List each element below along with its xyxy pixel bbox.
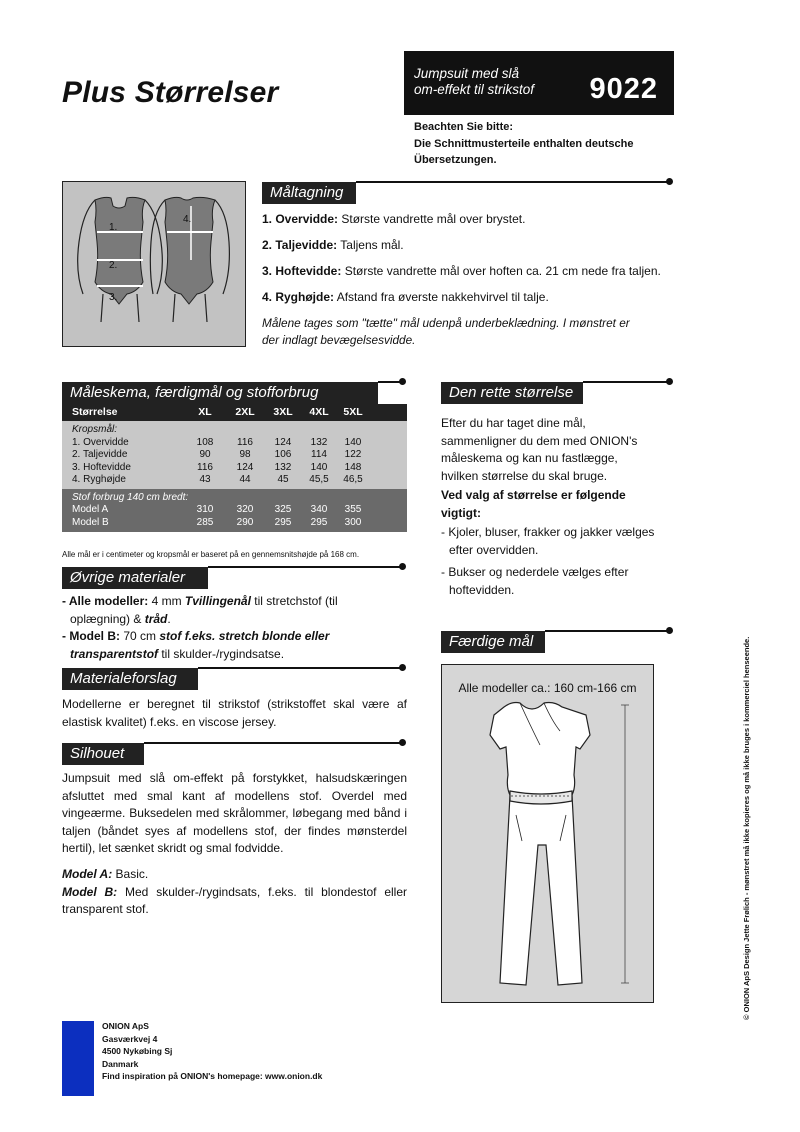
- section-rule: [198, 667, 402, 669]
- measurement-note: Målene tages som "tætte" mål udenpå underbeklædning. I mønstret er der indlagt bevægelsesvidde.: [262, 316, 630, 347]
- section-header-silhouet: Silhouet: [62, 743, 144, 765]
- section-rule: [545, 630, 669, 632]
- jumpsuit-icon: [442, 665, 652, 1001]
- figure-label-1: 1.: [109, 222, 118, 233]
- section-rule-dot: [399, 739, 406, 746]
- fabric-usage-block: Stof forbrug 140 cm bredt: Model A 310 320 325 340 355 Model B 285 290 295 295 300: [62, 489, 407, 533]
- table-row: 4. Ryghøjde 43 44 45 45,5 46,5: [72, 474, 363, 485]
- measurement-body-icon: [63, 182, 244, 345]
- section-rule: [208, 566, 402, 568]
- page-title: Plus Størrelser: [62, 76, 279, 109]
- section-header-maaleskema: Måleskema, færdigmål og stofforbrug: [62, 382, 378, 404]
- table-row: Model B 285 290 295 295 300: [72, 516, 362, 528]
- table-row: 2. Taljevidde 90 98 106 114 122: [72, 449, 362, 460]
- section-rule: [583, 381, 669, 383]
- finished-measure-label: Alle modeller ca.: 160 cm-166 cm: [458, 681, 637, 695]
- measurement-list: [262, 212, 682, 316]
- table-header-row: Størrelse XL 2XL 3XL 4XL 5XL: [62, 404, 407, 421]
- table-row: 1. Overvidde 108 116 124 132 140: [72, 436, 362, 448]
- figure-label-3: 3.: [109, 292, 118, 303]
- section-rule-dot: [666, 627, 673, 634]
- silhouet-text: Jumpsuit med slå om-effekt på forstykket, halsudskæringen afsluttet med smal kant af modellens stof. Overdel med vingeærme. Buksedelen med skrålommer, løbegang med bånd i taljen (båndet syes af modellens stof, der findes mønsterdel hertil), let sænket skridt og smal fodvidde.: [62, 771, 407, 855]
- rette-bold-line: Ved valg af størrelse er følgende vigtigt:: [441, 488, 626, 520]
- section-rule-dot: [399, 664, 406, 671]
- pattern-title-box: [404, 51, 674, 115]
- section-rule-dot: [399, 378, 406, 385]
- table-row: 3. Hoftevidde 116 124 132 140 148: [72, 461, 362, 473]
- size-table: [62, 404, 407, 532]
- rette-bullet: - Bukser og nederdele vælges efter hoftevidden.: [441, 565, 629, 597]
- copyright-vertical: © ONION ApS Design Jette Frølich - mønstret må ikke kopieres og må ikke bruges i kommerciel henseende.: [742, 636, 751, 1020]
- section-header-rette: Den rette størrelse: [441, 382, 583, 404]
- measurement-item: 1. Overvidde: Største vandrette mål over brystet.: [262, 212, 526, 226]
- materialeforslag-text: Modellerne er beregnet til strikstof (strikstoffet skal være af elastisk kvalitet) f.eks. en viscose jersey.: [62, 697, 407, 729]
- rette-bullet: - Kjoler, bluser, frakker og jakker vælges efter overvidden.: [441, 525, 655, 557]
- section-rule: [356, 181, 669, 183]
- rette-paragraph: Efter du har taget dine mål, sammenligner du dem med ONION's måleskema og kan nu fastlægge, hvilken størrelse du skal bruge.: [441, 416, 638, 483]
- section-rule-dot: [666, 178, 673, 185]
- finished-measure-box: [441, 664, 654, 1003]
- german-note: Beachten Sie bitte: Die Schnittmusterteile enthalten deutsche Übersetzungen.: [414, 121, 634, 166]
- oevrige-materials-text: - Alle modeller: 4 mm Tvillingenål til stretchstof (til oplægning) & tråd. - Model B: 70 cm stof f.eks. stretch blonde eller transparentstof til skulder-/rygindsatse.: [62, 594, 338, 661]
- figure-label-4: 4.: [183, 214, 192, 225]
- brand-accent-bar: [62, 1021, 94, 1096]
- body-measure-block: Kropsmål: 1. Overvidde 108 116 124 132 140 2. Taljevidde 90 98 106 114 122 3. Hoftevidde 116 124 132 140 148 4. Ryghøjde 43 44 45 45,5 46,5: [62, 421, 407, 489]
- model-descriptions: Model A: Basic. Model B: Med skulder-/rygindsats, f.eks. til blondestof eller transparent stof.: [62, 867, 407, 916]
- section-header-materialeforslag: Materialeforslag: [62, 668, 198, 690]
- section-header-oevrige: Øvrige materialer: [62, 567, 208, 589]
- measurement-item: 4. Ryghøjde: Afstand fra øverste nakkehvirvel til talje.: [262, 290, 549, 304]
- section-rule: [144, 742, 402, 744]
- section-rule-dot: [399, 563, 406, 570]
- measurement-item: 2. Taljevidde: Taljens mål.: [262, 238, 404, 252]
- section-header-faerdige: Færdige mål: [441, 631, 545, 653]
- figure-label-2: 2.: [109, 260, 118, 271]
- table-note: Alle mål er i centimeter og kropsmål er baseret på en gennemsnitshøjde på 168 cm.: [62, 550, 360, 559]
- measurement-item: 3. Hoftevidde: Største vandrette mål over hoften ca. 21 cm nede fra taljen.: [262, 264, 661, 278]
- section-header-maaltagning: Måltagning: [262, 182, 356, 204]
- measurement-figure: [62, 181, 246, 347]
- section-rule-dot: [666, 378, 673, 385]
- pattern-number: 9022: [589, 73, 658, 105]
- pattern-subtitle: Jumpsuit med slå om-effekt til strikstof: [414, 66, 535, 97]
- table-row: Model A 310 320 325 340 355: [72, 504, 362, 515]
- company-address: ONION ApS Gasværkvej 4 4500 Nykøbing Sj Danmark Find inspiration på ONION's homepage: www.onion.dk: [102, 1021, 323, 1081]
